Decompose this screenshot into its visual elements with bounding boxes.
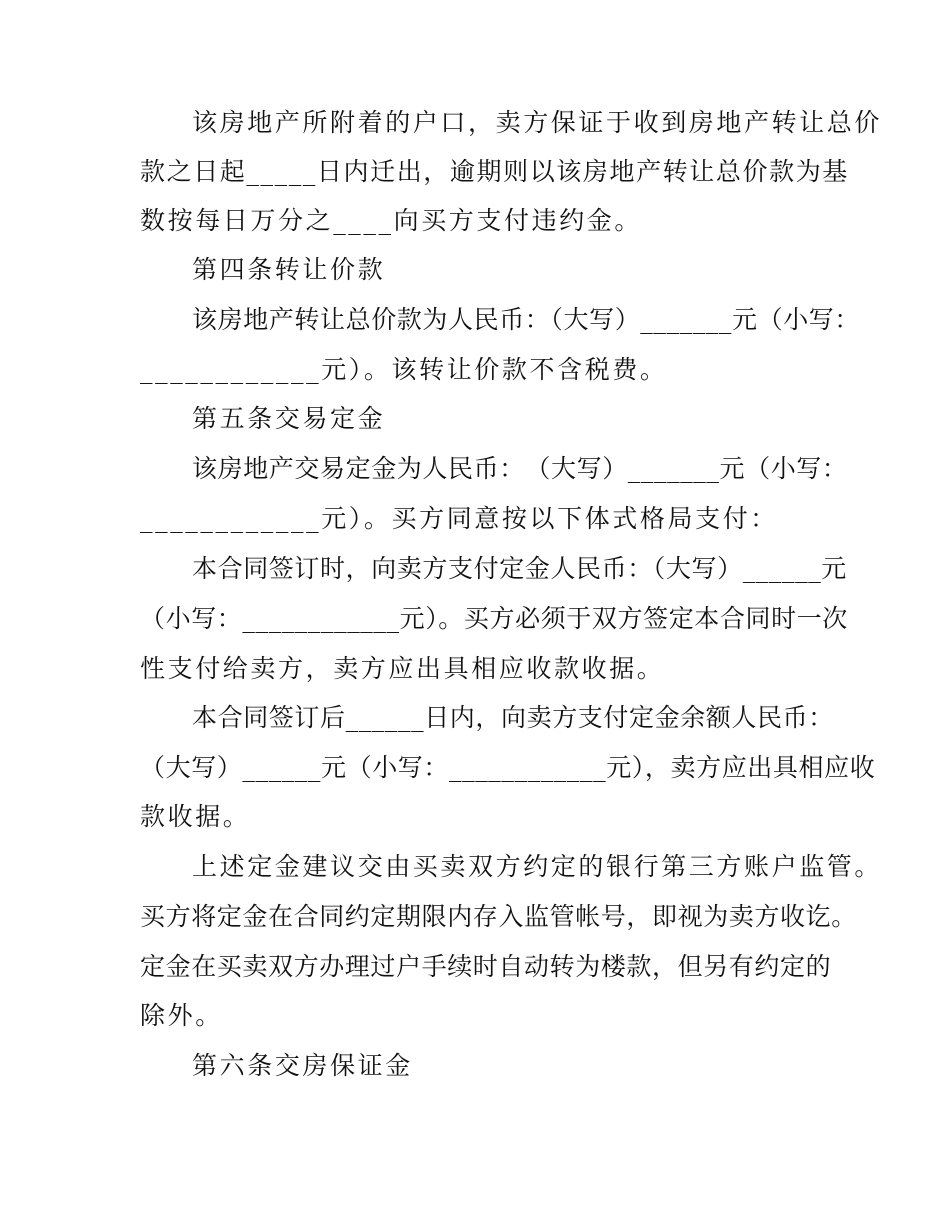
paragraph-line-6: ____________元）。该转让价款不含税费。 (140, 355, 668, 384)
section-heading-article-6: 第六条交房保证金 (192, 1051, 413, 1080)
paragraph-line-11: （小写：____________元）。买方必须于双方签定本合同时一次 (140, 604, 848, 633)
paragraph-line-8: 该房地产交易定金为人民币： （大写）_______元（小写： (192, 454, 848, 483)
paragraph-line-15: 款收据。 (140, 802, 251, 831)
section-heading-article-4: 第四条转让价款 (192, 255, 386, 284)
section-heading-article-5: 第五条交易定金 (192, 404, 386, 433)
paragraph-line-19: 除外。 (140, 1001, 223, 1030)
paragraph-line-3: 数按每日万分之____向买方支付违约金。 (140, 206, 643, 235)
paragraph-line-10: 本合同签订时，向卖方支付定金人民币：（大写）______元 (192, 554, 847, 583)
paragraph-line-17: 买方将定金在合同约定期限内存入监管帐号，即视为卖方收讫。 (140, 902, 857, 931)
paragraph-line-18: 定金在买卖双方办理过户手续时自动转为楼款，但另有约定的 (140, 952, 832, 981)
paragraph-line-16: 上述定金建议交由买卖双方约定的银行第三方账户监管。 (192, 852, 883, 881)
paragraph-line-14: （大写）______元（小写：____________元），卖方应出具相应收 (140, 753, 876, 782)
paragraph-line-9: ____________元）。买方同意按以下体式格局支付： (140, 504, 778, 533)
paragraph-line-12: 性支付给卖方，卖方应出具相应收款收据。 (140, 654, 665, 683)
paragraph-line-1: 该房地产所附着的户口，卖方保证于收到房地产转让总价 (192, 108, 883, 137)
paragraph-line-5: 该房地产转让总价款为人民币：（大写）_______元（小写： (192, 305, 861, 334)
paragraph-line-2: 款之日起_____日内迁出，逾期则以该房地产转让总价款为基 (140, 157, 849, 186)
paragraph-line-13: 本合同签订后______日内，向卖方支付定金余额人民币： (192, 703, 834, 732)
